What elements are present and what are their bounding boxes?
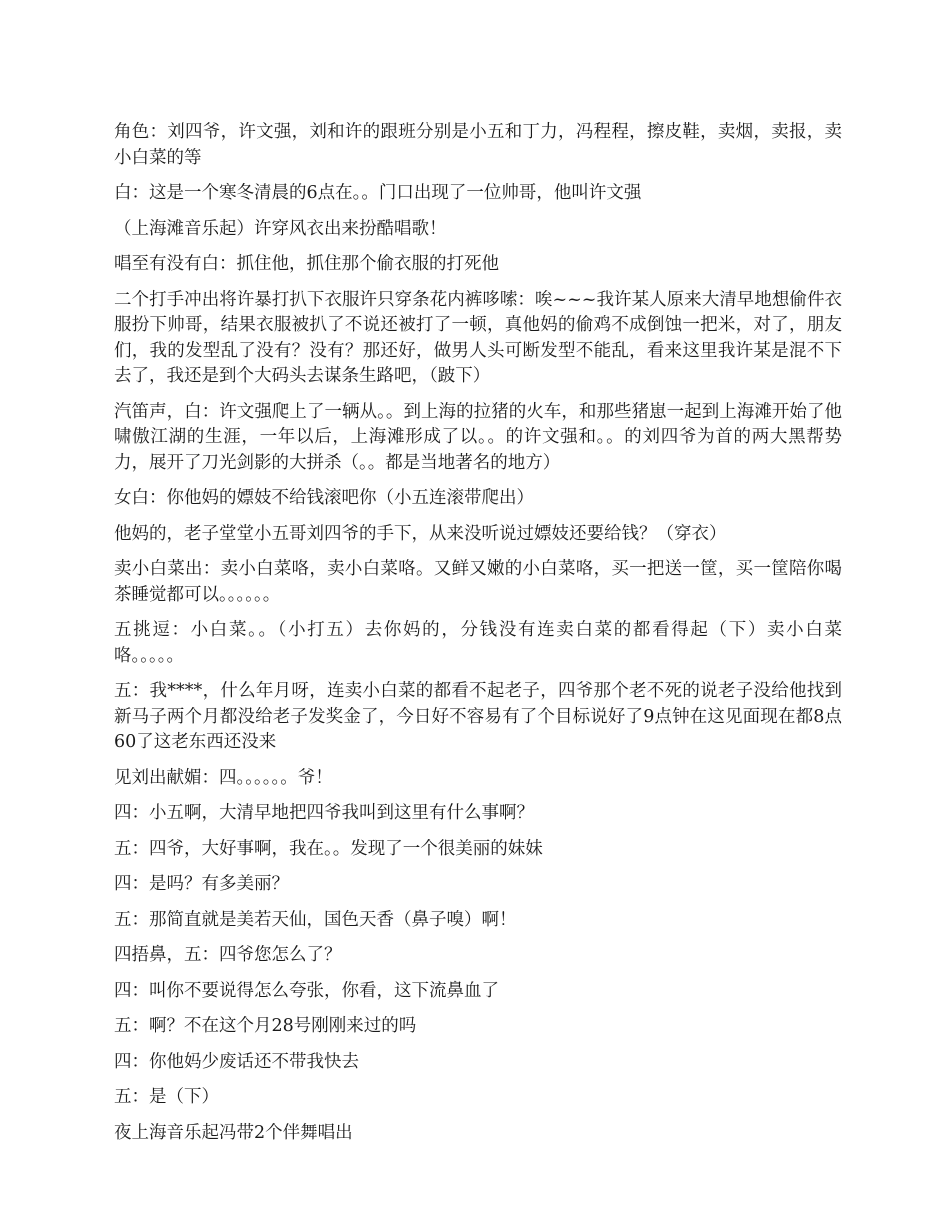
paragraph: 五：那简直就是美若天仙，国色天香（鼻子嗅）啊！ — [114, 909, 517, 930]
paragraph: 五挑逗：小白菜。。（小打五）去你妈的，分钱没有连卖白菜的都看得起（下）卖小白菜咯。。。。。 — [114, 620, 842, 666]
paragraph: 二个打手冲出将许暴打扒下衣服许只穿条花内裤哆嗦：唉~~~我许某人原来大清早地想偷件衣服扮下帅哥，结果衣服被扒了不说还被打了一顿，真他妈的偷鸡不成倒蚀一把米，对了，朋友们，我的发型乱了没有？没有？那还好，做男人头可断发型不能乱，看来这里我许某是混不下去了，我还是到个大码头去谋条生路吧，（跛下） — [114, 289, 842, 386]
paragraph: 五：我****，什么年月呀，连卖小白菜的都看不起老子，四爷那个老不死的说老子没给他找到新马子两个月都没给老子发奖金了，今日好不容易有了个目标说好了9点钟在这见面现在都8点60了这老东西还没来 — [114, 681, 842, 752]
paragraph: 四：你他妈少废话还不带我快去 — [114, 1051, 359, 1072]
paragraph: 见刘出献媚：四。。。。。。爷！ — [114, 767, 333, 788]
document-body — [114, 120, 842, 1156]
paragraph: 夜上海音乐起冯带2个伴舞唱出 — [114, 1122, 353, 1143]
paragraph: 四：叫你不要说得怎么夸张，你看，这下流鼻血了 — [114, 980, 499, 1001]
paragraph: 白：这是一个寒冬清晨的6点在。。门口出现了一位帅哥，他叫许文强 — [114, 183, 642, 203]
paragraph: 四：小五啊，大清早地把四爷我叫到这里有什么事啊？ — [114, 803, 534, 823]
paragraph: 五：是（下） — [114, 1087, 219, 1107]
paragraph: 四捂鼻，五：四爷您怎么了？ — [114, 945, 342, 965]
paragraph: 女白：你他妈的嫖妓不给钱滚吧你（小五连滚带爬出） — [114, 488, 534, 508]
paragraph: 汽笛声，白：许文强爬上了一辆从。。到上海的拉猪的火车，和那些猪崽一起到上海滩开始了他啸傲江湖的生涯，一年以后，上海滩形成了以。。的许文强和。。的刘四爷为首的两大黑帮势力，展开了刀光剑影的大拼杀（。。都是当地著名的地方） — [114, 401, 842, 473]
paragraph: 四：是吗？有多美丽？ — [114, 874, 289, 894]
paragraph: 五：啊？不在这个月28号刚刚来过的吗 — [114, 1016, 417, 1036]
paragraph: 角色：刘四爷，许文强，刘和许的跟班分别是小五和丁力，冯程程，擦皮鞋，卖烟，卖报，卖小白菜的等 — [114, 122, 842, 168]
paragraph: 他妈的，老子堂堂小五哥刘四爷的手下，从来没听说过嫖妓还要给钱？（穿衣） — [114, 523, 727, 544]
paragraph: 卖小白菜出：卖小白菜咯，卖小白菜咯。又鲜又嫩的小白菜咯，买一把送一筐，买一筐陪你喝茶睡觉都可以。。。。。。 — [114, 559, 842, 605]
paragraph: （上海滩音乐起）许穿风衣出来扮酷唱歌！ — [114, 218, 447, 239]
paragraph: 唱至有没有白：抓住他，抓住那个偷衣服的打死他 — [114, 254, 499, 274]
paragraph: 五：四爷，大好事啊，我在。。发现了一个很美丽的妹妹 — [114, 838, 543, 859]
